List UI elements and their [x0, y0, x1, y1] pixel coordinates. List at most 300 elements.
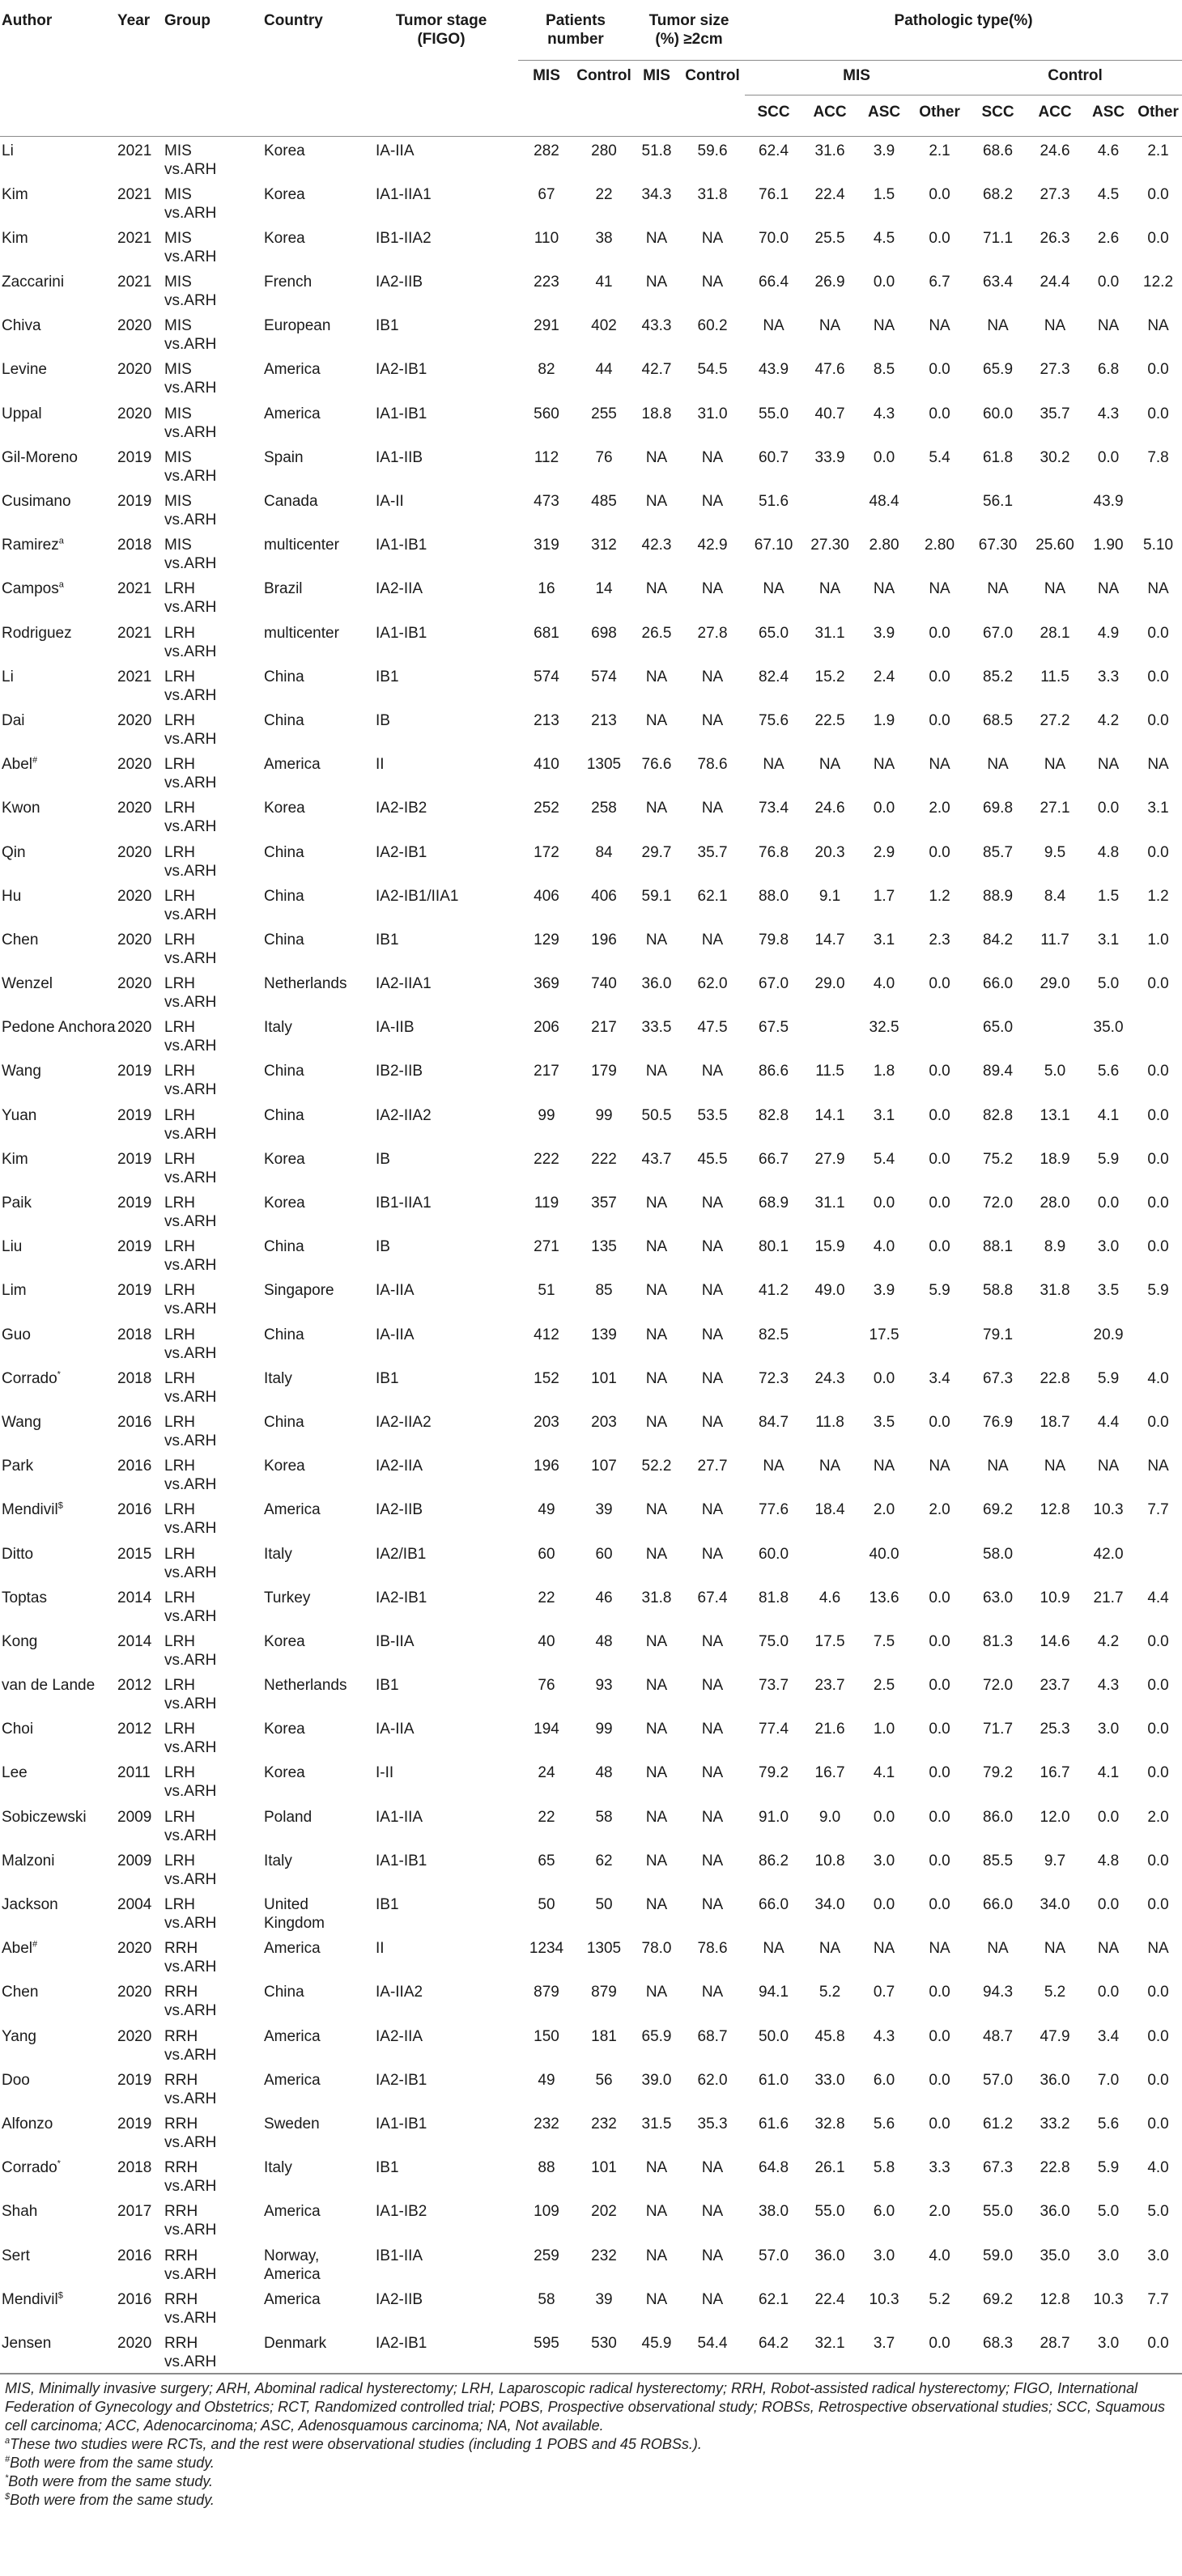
cell-mis-sz: NA: [645, 800, 668, 817]
cell-m-scc: 61.6: [759, 2115, 789, 2133]
cell-country: America: [264, 1501, 321, 1519]
cell-m-scc: 67.10: [754, 537, 793, 554]
cell-m-acc: NA: [818, 1458, 841, 1475]
header-path-mis: MIS: [745, 61, 968, 95]
cell-m-asc: 32.5: [869, 1019, 899, 1037]
cell-year: 2020: [117, 756, 152, 774]
cell-c-acc: NA: [1044, 1940, 1066, 1958]
cell-c-scc: 48.7: [983, 2027, 1014, 2045]
cell-group: MIS vs.ARH: [164, 142, 217, 178]
cell-c-asc: 5.9: [1097, 1369, 1120, 1387]
cell-ctl-sz: NA: [701, 1808, 724, 1826]
cell-c-acc: 27.3: [1040, 185, 1070, 203]
cell-c-scc: NA: [987, 1940, 1009, 1958]
cell-ctl-sz: 45.5: [697, 1150, 728, 1168]
cell-c-scc: 65.9: [983, 361, 1014, 379]
cell-ctl-sz: NA: [701, 800, 724, 817]
cell-mis-n: 194: [534, 1721, 559, 1738]
cell-ctl-sz: NA: [701, 2247, 724, 2264]
cell-c-scc: 94.3: [983, 1984, 1014, 2001]
cell-m-acc: 4.6: [818, 1589, 841, 1606]
cell-c-oth: 0.0: [1147, 1238, 1169, 1256]
cell-mis-sz: NA: [645, 2203, 668, 2221]
cell-m-scc: 64.2: [759, 2334, 789, 2352]
table-row: [0, 1891, 1182, 1934]
cell-mis-sz: 42.3: [641, 537, 672, 554]
cell-ctl-n: 39: [595, 1501, 613, 1519]
cell-c-oth: 0.0: [1147, 1413, 1169, 1431]
cell-country: Italy: [264, 1019, 292, 1037]
cell-year: 2021: [117, 142, 152, 159]
header-author: Author: [2, 12, 53, 29]
cell-m-scc: 73.4: [759, 800, 789, 817]
cell-ctl-n: 135: [591, 1238, 617, 1256]
cell-year: 2018: [117, 1326, 152, 1343]
cell-c-oth: 3.0: [1147, 2247, 1169, 2264]
cell-mis-n: 291: [534, 317, 559, 335]
cell-m-asc: 3.0: [873, 1852, 895, 1869]
header-mis-other: Other: [919, 104, 960, 121]
cell-group: LRH vs.ARH: [164, 1501, 217, 1538]
cell-m-acc: 9.0: [818, 1808, 841, 1826]
cell-ctl-sz: 59.6: [697, 142, 728, 159]
cell-c-acc: 12.8: [1040, 1501, 1070, 1519]
table-row: [0, 1452, 1182, 1496]
cell-country: Canada: [264, 493, 318, 510]
cell-stage: IA2-IB1: [376, 1589, 427, 1606]
cell-m-acc: 26.1: [814, 2159, 845, 2177]
cell-year: 2009: [117, 1808, 152, 1826]
cell-m-acc: 33.0: [814, 2071, 845, 2089]
cell-ctl-n: 222: [591, 1150, 617, 1168]
cell-m-oth: 0.0: [929, 361, 950, 379]
cell-group: LRH vs.ARH: [164, 1413, 217, 1449]
cell-stage: IA1-IB1: [376, 1852, 427, 1869]
cell-ctl-n: 107: [591, 1458, 617, 1475]
table-row: [0, 575, 1182, 618]
cell-mis-n: 49: [538, 2071, 555, 2089]
cell-m-scc: 94.1: [759, 1984, 789, 2001]
cell-year: 2021: [117, 668, 152, 685]
cell-country: America: [264, 2290, 321, 2308]
cell-c-oth: NA: [1147, 580, 1169, 598]
cell-m-asc: 4.1: [873, 1764, 895, 1782]
cell-stage: IA2-IIA2: [376, 1413, 432, 1431]
cell-mis-n: 119: [534, 1195, 559, 1212]
cell-stage: IA2-IB1: [376, 2071, 427, 2089]
cell-c-acc: 12.0: [1040, 1808, 1070, 1826]
cell-c-oth: 0.0: [1147, 1106, 1169, 1124]
cell-ctl-n: 50: [595, 1896, 613, 1913]
cell-country: America: [264, 361, 321, 379]
cell-author: Doo: [2, 2071, 30, 2089]
cell-stage: IA2-IIA2: [376, 1106, 432, 1124]
cell-m-oth: 0.0: [929, 975, 950, 993]
cell-mis-n: 206: [534, 1019, 559, 1037]
header-tumor-size: Tumor size (%) ≥2cm: [633, 0, 745, 61]
cell-m-asc: 10.3: [869, 2290, 899, 2308]
cell-stage: IA1-IB1: [376, 405, 427, 422]
cell-c-oth: 0.0: [1147, 2334, 1169, 2352]
cell-group: RRH vs.ARH: [164, 2203, 217, 2239]
cell-stage: IB1: [376, 2159, 399, 2177]
table-row: [0, 1496, 1182, 1539]
table-row: [0, 2154, 1182, 2197]
cell-m-scc: 55.0: [759, 405, 789, 422]
cell-group: LRH vs.ARH: [164, 1369, 217, 1406]
cell-author: Guo: [2, 1326, 31, 1343]
cell-mis-sz: 78.0: [641, 1940, 672, 1958]
cell-group: MIS vs.ARH: [164, 317, 217, 354]
cell-ctl-n: 101: [591, 2159, 617, 2177]
cell-ctl-sz: NA: [701, 274, 724, 291]
cell-year: 2014: [117, 1589, 152, 1606]
cell-m-scc: 81.8: [759, 1589, 789, 1606]
cell-ctl-n: 44: [595, 361, 613, 379]
header-patients-mis: MIS: [533, 67, 560, 84]
header-pathologic-type: Pathologic type(%): [745, 0, 1182, 61]
cell-ctl-n: 99: [595, 1106, 613, 1124]
cell-year: 2020: [117, 843, 152, 861]
cell-m-scc: 38.0: [759, 2203, 789, 2221]
cell-author: Park: [2, 1458, 34, 1475]
cell-c-asc: NA: [1097, 1458, 1120, 1475]
cell-c-asc: 3.5: [1097, 1282, 1120, 1300]
cell-m-asc: 1.7: [873, 887, 895, 905]
cell-mis-n: 560: [534, 405, 559, 422]
cell-group: LRH vs.ARH: [164, 668, 217, 704]
cell-mis-n: 40: [538, 1632, 555, 1650]
cell-c-asc: 4.3: [1097, 1677, 1120, 1695]
cell-c-asc: 4.2: [1097, 1632, 1120, 1650]
cell-author: Abel#: [2, 755, 38, 774]
cell-m-asc: 6.0: [873, 2071, 895, 2089]
cell-m-asc: 0.0: [873, 800, 895, 817]
cell-m-acc: 5.2: [818, 1984, 841, 2001]
cell-m-oth: NA: [929, 317, 950, 335]
cell-c-asc: 4.3: [1097, 405, 1120, 422]
cell-m-oth: [911, 1321, 968, 1364]
cell-c-asc: 2.6: [1097, 229, 1120, 247]
cell-c-acc: [1027, 1013, 1082, 1057]
cell-c-acc: 12.8: [1040, 2290, 1070, 2308]
cell-m-asc: 2.0: [873, 1501, 895, 1519]
cell-c-oth: [1134, 1013, 1182, 1057]
cell-c-scc: 76.9: [983, 1413, 1014, 1431]
cell-c-asc: 0.0: [1097, 1808, 1120, 1826]
cell-mis-n: 152: [534, 1369, 559, 1387]
cell-mis-sz: NA: [645, 274, 668, 291]
table-row: [0, 268, 1182, 312]
cell-m-asc: 3.0: [873, 2247, 895, 2264]
cell-mis-n: 252: [534, 800, 559, 817]
cell-country: multicenter: [264, 624, 339, 642]
cell-c-asc: 35.0: [1093, 1019, 1124, 1037]
cell-group: LRH vs.ARH: [164, 1545, 217, 1581]
cell-ctl-sz: 54.4: [697, 2334, 728, 2352]
cell-c-asc: 4.1: [1097, 1106, 1120, 1124]
cell-country: Italy: [264, 1852, 292, 1869]
cell-ctl-n: 402: [591, 317, 617, 335]
cell-m-scc: 68.9: [759, 1195, 789, 1212]
cell-c-acc: 5.0: [1044, 1063, 1066, 1080]
cell-c-acc: 29.0: [1040, 975, 1070, 993]
cell-m-asc: 3.1: [873, 1106, 895, 1124]
cell-group: LRH vs.ARH: [164, 1852, 217, 1888]
cell-ctl-n: 196: [591, 931, 617, 948]
cell-stage: IA2-IB1: [376, 843, 427, 861]
cell-stage: IA-IIA: [376, 1282, 415, 1300]
cell-m-acc: 22.5: [814, 711, 845, 729]
cell-c-oth: 0.0: [1147, 843, 1169, 861]
cell-c-asc: 10.3: [1093, 1501, 1124, 1519]
cell-c-scc: 69.2: [983, 1501, 1014, 1519]
cell-c-oth: 2.0: [1147, 1808, 1169, 1826]
cell-stage: IA2-IB1/IIA1: [376, 887, 459, 905]
cell-country: Korea: [264, 1150, 305, 1168]
cell-author: Wang: [2, 1063, 41, 1080]
cell-ctl-sz: 42.9: [697, 537, 728, 554]
cell-m-oth: 0.0: [929, 843, 950, 861]
cell-author: Li: [2, 142, 14, 159]
cell-author: Kwon: [2, 800, 40, 817]
cell-m-acc: 31.1: [814, 624, 845, 642]
cell-m-oth: 2.0: [929, 1501, 950, 1519]
cell-mis-n: 203: [534, 1413, 559, 1431]
cell-m-oth: 0.0: [929, 1764, 950, 1782]
cell-m-oth: [911, 1540, 968, 1584]
cell-stage: IB1: [376, 931, 399, 948]
cell-m-acc: 21.6: [814, 1721, 845, 1738]
cell-m-oth: 0.0: [929, 229, 950, 247]
cell-c-asc: 10.3: [1093, 2290, 1124, 2308]
cell-ctl-sz: NA: [701, 1984, 724, 2001]
cell-ctl-sz: NA: [701, 1238, 724, 1256]
cell-m-asc: NA: [873, 1458, 895, 1475]
cell-c-oth: 0.0: [1147, 2027, 1169, 2045]
cell-c-scc: 67.3: [983, 1369, 1014, 1387]
cell-m-asc: 5.4: [873, 1150, 895, 1168]
cell-stage: IA1-IB1: [376, 537, 427, 554]
footnote-star: *Both were from the same study.: [5, 2472, 214, 2489]
cell-c-acc: 5.2: [1044, 1984, 1066, 2001]
header-patients-control: Control: [576, 67, 631, 84]
cell-group: LRH vs.ARH: [164, 1677, 217, 1713]
cell-mis-sz: NA: [645, 1721, 668, 1738]
cell-ctl-n: 58: [595, 1808, 613, 1826]
cell-country: Turkey: [264, 1589, 311, 1606]
cell-author: Mendivil$: [2, 2290, 63, 2308]
cell-stage: IB1: [376, 1677, 399, 1695]
cell-c-oth: 0.0: [1147, 1852, 1169, 1869]
cell-group: MIS vs.ARH: [164, 448, 217, 485]
cell-group: RRH vs.ARH: [164, 2071, 217, 2107]
cell-m-asc: 0.0: [873, 1808, 895, 1826]
cell-ctl-sz: NA: [701, 2290, 724, 2308]
cell-m-oth: 3.3: [929, 2159, 950, 2177]
table-row: [0, 2022, 1182, 2066]
cell-c-scc: 68.6: [983, 142, 1014, 159]
cell-ctl-n: 574: [591, 668, 617, 685]
cell-c-scc: 69.2: [983, 2290, 1014, 2308]
cell-ctl-n: 255: [591, 405, 617, 422]
cell-author: Alfonzo: [2, 2115, 53, 2133]
cell-mis-n: 282: [534, 142, 559, 159]
cell-year: 2020: [117, 2027, 152, 2045]
cell-c-acc: NA: [1044, 1458, 1066, 1475]
cell-c-oth: 1.2: [1147, 887, 1169, 905]
cell-stage: II: [376, 1940, 385, 1958]
cell-mis-sz: NA: [645, 493, 668, 510]
cell-c-acc: 35.0: [1040, 2247, 1070, 2264]
cell-m-scc: 86.2: [759, 1852, 789, 1869]
cell-c-acc: 25.60: [1035, 537, 1074, 554]
cell-ctl-n: 181: [591, 2027, 617, 2045]
cell-author: Abel#: [2, 1939, 38, 1958]
header-path-control: Control: [968, 61, 1182, 95]
table-row: [0, 2285, 1182, 2329]
cell-ctl-sz: NA: [701, 1501, 724, 1519]
cell-c-acc: 9.7: [1044, 1852, 1066, 1869]
cell-m-asc: NA: [873, 580, 895, 598]
cell-m-acc: 32.8: [814, 2115, 845, 2133]
table-header: [0, 0, 1182, 137]
cell-country: China: [264, 931, 304, 948]
table-row: [0, 794, 1182, 838]
cell-m-acc: 26.9: [814, 274, 845, 291]
cell-c-oth: 0.0: [1147, 1721, 1169, 1738]
cell-m-scc: 79.8: [759, 931, 789, 948]
cell-c-acc: 18.7: [1040, 1413, 1070, 1431]
cell-mis-n: 50: [538, 1896, 555, 1913]
cell-ctl-n: 179: [591, 1063, 617, 1080]
cell-country: China: [264, 1413, 304, 1431]
cell-c-asc: 4.9: [1097, 624, 1120, 642]
cell-ctl-sz: NA: [701, 1282, 724, 1300]
table-row: [0, 619, 1182, 663]
cell-m-asc: 2.4: [873, 668, 895, 685]
cell-group: LRH vs.ARH: [164, 711, 217, 748]
cell-m-acc: 32.1: [814, 2334, 845, 2352]
cell-ctl-sz: 62.1: [697, 887, 728, 905]
cell-country: multicenter: [264, 537, 339, 554]
table-row: [0, 707, 1182, 750]
cell-m-oth: 0.0: [929, 1063, 950, 1080]
cell-stage: IB-IIA: [376, 1632, 415, 1650]
cell-m-oth: [911, 487, 968, 531]
cell-c-asc: 3.0: [1097, 2334, 1120, 2352]
cell-mis-sz: 45.9: [641, 2334, 672, 2352]
cell-author: Mendivil$: [2, 1500, 63, 1519]
cell-m-asc: 1.8: [873, 1063, 895, 1080]
cell-c-oth: 0.0: [1147, 185, 1169, 203]
cell-group: MIS vs.ARH: [164, 185, 217, 222]
cell-m-asc: 3.9: [873, 624, 895, 642]
cell-m-scc: 67.5: [759, 1019, 789, 1037]
cell-c-oth: 0.0: [1147, 405, 1169, 422]
cell-c-asc: 5.0: [1097, 975, 1120, 993]
cell-m-acc: [802, 487, 857, 531]
cell-c-scc: 79.1: [983, 1326, 1014, 1343]
cell-m-scc: 79.2: [759, 1764, 789, 1782]
cell-m-acc: 14.7: [814, 931, 845, 948]
cell-country: Korea: [264, 1764, 305, 1782]
cell-m-acc: 34.0: [814, 1896, 845, 1913]
cell-stage: IB1: [376, 1369, 399, 1387]
cell-stage: IA2-IIA: [376, 1458, 423, 1475]
cell-mis-sz: 34.3: [641, 185, 672, 203]
cell-author: Lee: [2, 1764, 28, 1782]
cell-author: Kim: [2, 1150, 28, 1168]
cell-ctl-n: 62: [595, 1852, 613, 1869]
cell-country: Korea: [264, 1458, 305, 1475]
cell-ctl-n: 99: [595, 1721, 613, 1738]
cell-c-acc: NA: [1044, 756, 1066, 774]
cell-stage: IB: [376, 1150, 390, 1168]
cell-mis-sz: 51.8: [641, 142, 672, 159]
cell-country: Korea: [264, 800, 305, 817]
cell-year: 2020: [117, 1940, 152, 1958]
cell-m-scc: 70.0: [759, 229, 789, 247]
cell-m-asc: 17.5: [869, 1326, 899, 1343]
cell-stage: IA1-IIA1: [376, 185, 432, 203]
cell-m-acc: 18.4: [814, 1501, 845, 1519]
cell-stage: IA2-IIA: [376, 2027, 423, 2045]
cell-stage: IA1-IIA: [376, 1808, 423, 1826]
cell-country: Korea: [264, 1632, 305, 1650]
cell-ctl-n: 46: [595, 1589, 613, 1606]
cell-author: Sert: [2, 2247, 30, 2264]
cell-country: Sweden: [264, 2115, 320, 2133]
cell-country: China: [264, 1063, 304, 1080]
cell-m-oth: NA: [929, 1458, 950, 1475]
cell-c-oth: 7.7: [1147, 1501, 1169, 1519]
cell-c-acc: [1027, 1321, 1082, 1364]
cell-mis-sz: NA: [645, 711, 668, 729]
cell-author: Campos$^a$: [2, 580, 64, 598]
cell-mis-sz: NA: [645, 229, 668, 247]
cell-c-oth: 5.9: [1147, 1282, 1169, 1300]
cell-m-scc: 86.6: [759, 1063, 789, 1080]
cell-year: 2019: [117, 493, 152, 510]
cell-country: Italy: [264, 2159, 292, 2177]
cell-m-scc: 75.6: [759, 711, 789, 729]
table-row: [0, 1803, 1182, 1847]
cell-country: Spain: [264, 448, 304, 466]
cell-c-oth: 0.0: [1147, 1063, 1169, 1080]
cell-year: 2019: [117, 448, 152, 466]
cell-mis-sz: NA: [645, 1413, 668, 1431]
cell-ctl-n: 280: [591, 142, 617, 159]
cell-ctl-sz: NA: [701, 580, 724, 598]
cell-ctl-n: 312: [591, 537, 617, 554]
cell-mis-n: 150: [534, 2027, 559, 2045]
cell-m-asc: 40.0: [869, 1545, 899, 1563]
cell-c-asc: 21.7: [1093, 1589, 1124, 1606]
cell-ctl-sz: NA: [701, 1764, 724, 1782]
cell-m-scc: 50.0: [759, 2027, 789, 2045]
cell-mis-n: 82: [538, 361, 555, 379]
cell-m-oth: 5.2: [929, 2290, 950, 2308]
cell-m-scc: 88.0: [759, 887, 789, 905]
cell-m-asc: 4.3: [873, 405, 895, 422]
cell-author: Wang: [2, 1413, 41, 1431]
cell-c-oth: NA: [1147, 1940, 1169, 1958]
cell-year: 2021: [117, 274, 152, 291]
cell-c-oth: 0.0: [1147, 1896, 1169, 1913]
cell-mis-sz: NA: [645, 931, 668, 948]
cell-author: Yang: [2, 2027, 36, 2045]
